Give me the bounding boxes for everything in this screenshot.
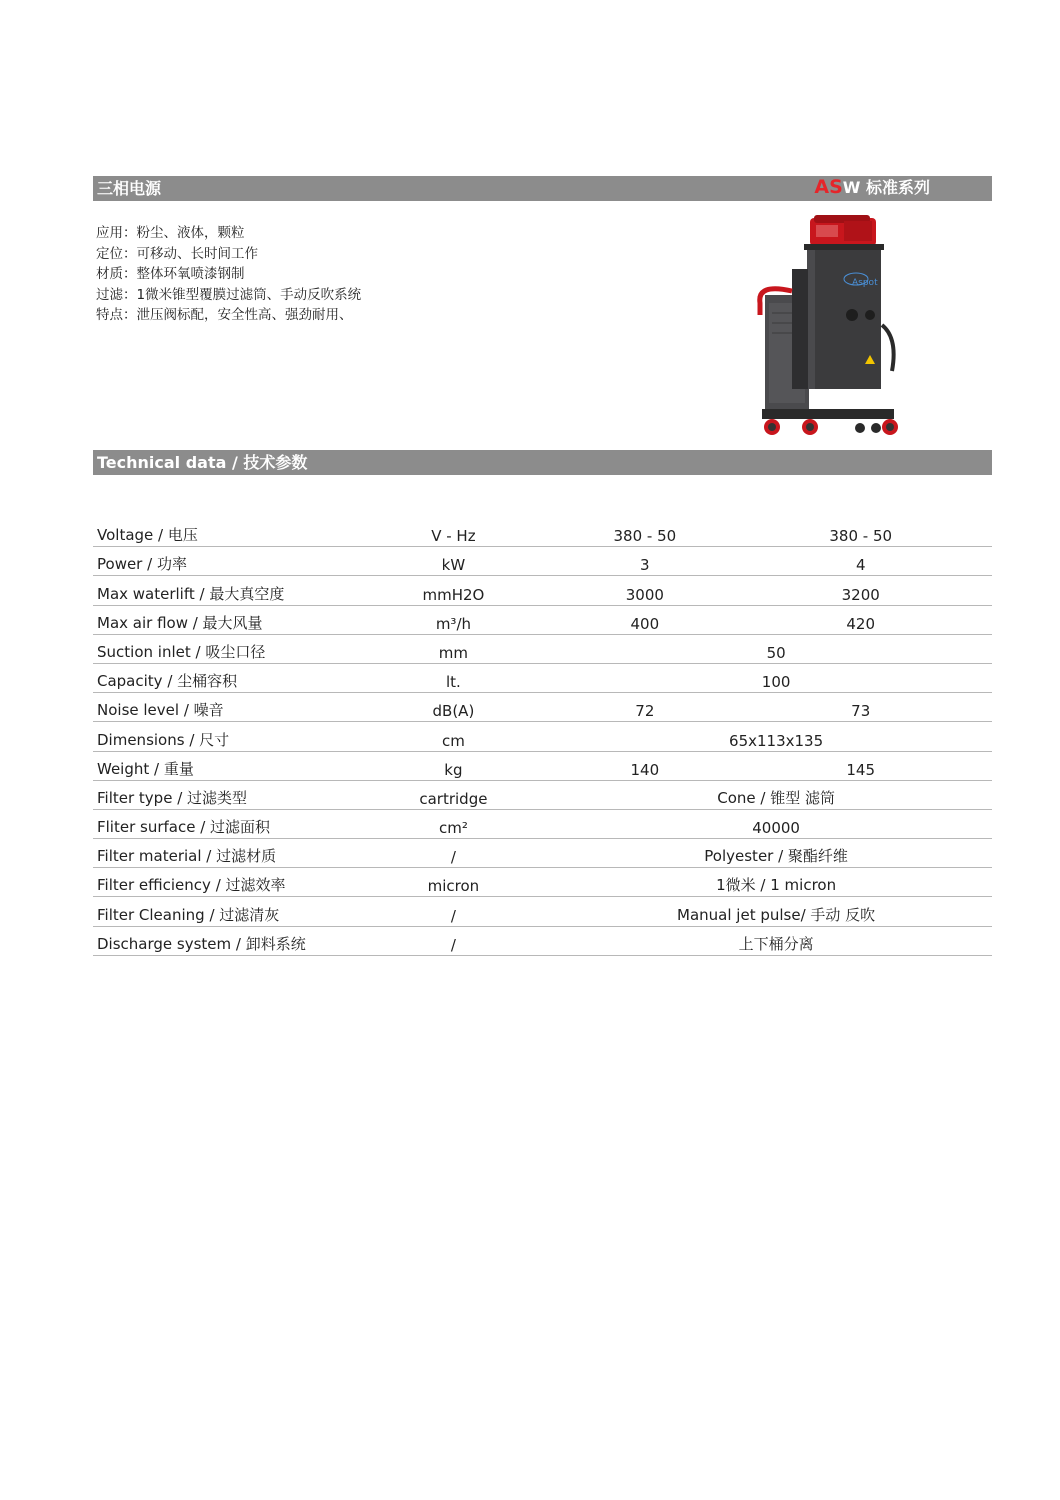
spec-label: Power / 功率 [93, 547, 347, 576]
spec-label: Filter type / 过滤类型 [93, 780, 347, 809]
spec-label: Capacity / 尘桶容积 [93, 663, 347, 692]
table-row [93, 605, 992, 634]
spec-unit: / [347, 897, 561, 926]
spec-value-shared: 65x113x135 [560, 722, 992, 751]
spec-label: Filter Cleaning / 过滤清灰 [93, 897, 347, 926]
spec-label: Fliter surface / 过滤面积 [93, 809, 347, 838]
spec-value-shared: Manual jet pulse/ 手动 反吹 [560, 897, 992, 926]
spec-unit: / [347, 926, 561, 955]
vacuum-cleaner-image [752, 213, 902, 443]
spec-value-model-2: 145 [729, 751, 992, 780]
technical-data-table [93, 518, 992, 956]
table-row [93, 868, 992, 897]
spec-value-model-2: 420 [729, 605, 992, 634]
spec-value-shared: 上下桶分离 [560, 926, 992, 955]
spec-unit: V - Hz [347, 518, 561, 547]
technical-data-header [93, 450, 992, 475]
spec-label: Discharge system / 卸料系统 [93, 926, 347, 955]
spec-value-model-1: 3000 [560, 576, 729, 605]
spec-unit: cartridge [347, 780, 561, 809]
spec-label: Voltage / 电压 [93, 518, 347, 547]
table-row [93, 809, 992, 838]
power-type-title: 三相电源 [97, 179, 162, 198]
spec-unit: mmH2O [347, 576, 561, 605]
spec-unit: m³/h [347, 605, 561, 634]
spec-unit: kW [347, 547, 561, 576]
table-row [93, 547, 992, 576]
table-row [93, 576, 992, 605]
spec-value-model-2: 73 [729, 693, 992, 722]
spec-value-model-1: 140 [560, 751, 729, 780]
spec-value-shared: Polyester / 聚酯纤维 [560, 839, 992, 868]
series-name [814, 177, 930, 199]
spec-value-model-2: 3200 [729, 576, 992, 605]
spec-value-shared: 100 [560, 663, 992, 692]
spec-value-shared: 1微米 / 1 micron [560, 868, 992, 897]
table-row [93, 897, 992, 926]
feature-list [96, 223, 361, 326]
spec-unit: lt. [347, 663, 561, 692]
spec-unit: micron [347, 868, 561, 897]
spec-value-shared: Cone / 锥型 滤筒 [560, 780, 992, 809]
spec-label: Filter material / 过滤材质 [93, 839, 347, 868]
spec-unit: mm [347, 634, 561, 663]
tank-logo-text: Aspot [852, 278, 878, 288]
spec-unit: cm² [347, 809, 561, 838]
spec-label: Noise level / 噪音 [93, 693, 347, 722]
spec-unit: kg [347, 751, 561, 780]
spec-label: Max air flow / 最大风量 [93, 605, 347, 634]
table-row [93, 751, 992, 780]
feature-application: 应用：粉尘、液体，颗粒 [96, 225, 245, 241]
spec-value-model-1: 400 [560, 605, 729, 634]
table-row [93, 839, 992, 868]
table-row [93, 518, 992, 547]
feature-material: 材质：整体环氧喷漆钢制 [96, 266, 245, 282]
spec-label: Filter efficiency / 过滤效率 [93, 868, 347, 897]
spec-value-model-2: 380 - 50 [729, 518, 992, 547]
spec-unit: / [347, 839, 561, 868]
feature-positioning: 定位：可移动、长时间工作 [96, 245, 258, 262]
table-row [93, 926, 992, 955]
table-row [93, 693, 992, 722]
spec-label: Max waterlift / 最大真空度 [93, 576, 347, 605]
spec-unit: cm [347, 722, 561, 751]
spec-label: Weight / 重量 [93, 751, 347, 780]
feature-filtration: 过滤：1微米锥型覆膜过滤筒、手动反吹系统 [96, 286, 362, 303]
series-header-bar [93, 176, 992, 201]
spec-label: Suction inlet / 吸尘口径 [93, 634, 347, 663]
spec-value-model-2: 4 [729, 547, 992, 576]
table-row [93, 663, 992, 692]
spec-unit: dB(A) [347, 693, 561, 722]
brand-logo-as: AS [814, 176, 843, 198]
series-label: W 标准系列 [842, 178, 930, 197]
spec-value-model-1: 3 [560, 547, 729, 576]
technical-data-title: Technical data / 技术参数 [97, 453, 308, 472]
spec-value-model-1: 72 [560, 693, 729, 722]
table-row [93, 722, 992, 751]
spec-value-shared: 40000 [560, 809, 992, 838]
table-row [93, 780, 992, 809]
feature-characteristics: 特点：泄压阀标配，安全性高、强劲耐用、 [96, 307, 353, 323]
table-row [93, 634, 992, 663]
spec-value-shared: 50 [560, 634, 992, 663]
spec-value-model-1: 380 - 50 [560, 518, 729, 547]
spec-label: Dimensions / 尺寸 [93, 722, 347, 751]
